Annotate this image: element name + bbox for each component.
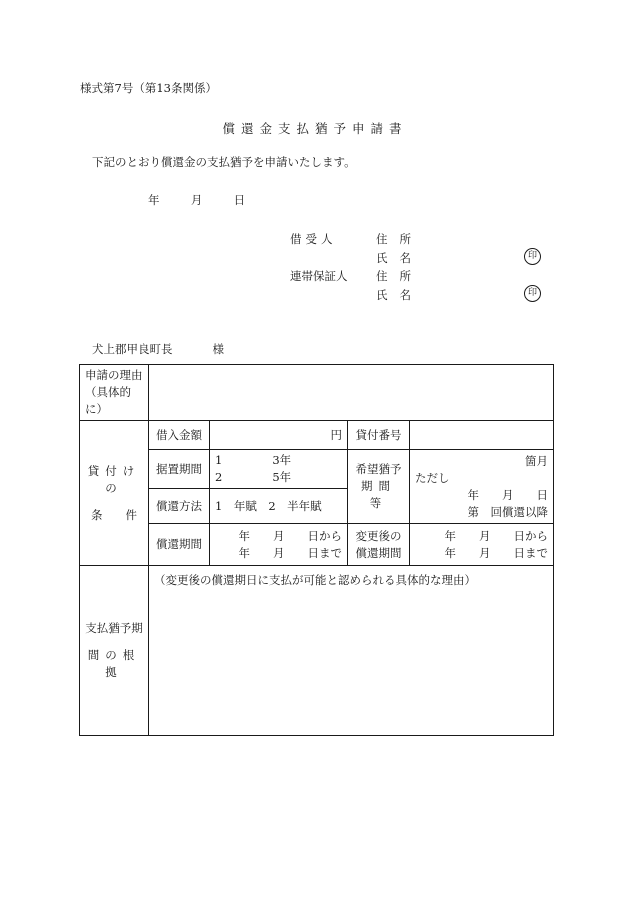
desired-period-label — [348, 450, 410, 524]
borrower-name-label: 氏名 — [376, 251, 423, 265]
guarantor-label: 連帯保証人 — [290, 269, 348, 283]
basis-note: （変更後の償還期日に支払が可能と認められる具体的な理由） — [154, 573, 476, 587]
date-month: 月 — [190, 193, 203, 207]
loan-number-label: 貸付番号 — [348, 421, 410, 450]
loan-amount-row — [80, 421, 554, 450]
document-title: 償還金支払猶予申請書 — [222, 121, 408, 136]
repay-period-field[interactable] — [210, 524, 348, 566]
desired-period-field[interactable] — [410, 450, 554, 524]
reason-label-cell — [80, 365, 149, 421]
date-year: 年 — [148, 193, 160, 207]
loan-amount-label: 借入金額 — [149, 421, 210, 450]
guarantor-seal-mark: 印 — [524, 285, 541, 302]
desired-date: 年 月 日 — [467, 487, 548, 502]
after-change-to: 年 月 日まで — [444, 545, 548, 560]
reason-input-field[interactable] — [149, 365, 554, 421]
borrower-address-label: 住所 — [376, 232, 423, 246]
repay-period-to: 年 月 日まで — [238, 545, 342, 560]
form-number: 様式第7号（第13条関係） — [80, 81, 217, 95]
borrower-label: 借受人 — [290, 232, 337, 246]
basis-row — [80, 566, 554, 736]
guarantor-address-label: 住所 — [376, 269, 423, 283]
date-day: 日 — [233, 193, 246, 207]
repay-method-options[interactable]: 1 年賦 2 半年賦 — [210, 489, 348, 524]
reason-label-1: 申請の理由 — [85, 368, 143, 382]
loan-number-field[interactable] — [410, 421, 554, 450]
deferment-opt2-value: 5年 — [272, 470, 292, 484]
deferment-opt1-value: 3年 — [272, 453, 292, 467]
application-table — [79, 364, 554, 736]
addressee-honorific: 様 — [212, 342, 224, 356]
deferment-opt2-num: 2 — [215, 470, 223, 484]
loan-amount-field[interactable] — [210, 421, 348, 450]
repay-period-row — [80, 524, 554, 566]
after-change-label-2: 償還期間 — [355, 545, 402, 560]
after-change-label — [348, 524, 410, 566]
yen-unit: 円 — [330, 427, 342, 442]
after-change-label-1: 変更後の — [355, 528, 402, 543]
after-change-period-field[interactable] — [410, 524, 554, 566]
reason-label-2: （具体的に） — [85, 385, 131, 416]
conditions-label-cell — [80, 421, 149, 566]
installment-from: 第 回償還以降 — [467, 504, 548, 519]
after-change-from: 年 月 日から — [444, 528, 548, 543]
desired-label-1: 希望猶予 — [355, 462, 402, 476]
addressee — [92, 341, 224, 357]
tadashi-text: ただし — [415, 470, 450, 485]
deferment-label: 据置期間 — [149, 450, 210, 489]
addressee-name: 犬上郡甲良町長 — [92, 342, 173, 356]
desired-label-2: 期間等 — [361, 479, 396, 510]
deferment-options[interactable] — [210, 450, 348, 489]
repay-method-label: 償還方法 — [149, 489, 210, 524]
basis-input-field[interactable] — [149, 566, 554, 736]
deferment-opt1-num: 1 — [215, 453, 223, 467]
deferment-row — [80, 450, 554, 489]
conditions-label-2: 条 件 — [91, 507, 137, 522]
reason-row — [80, 365, 554, 421]
intro-text: 下記のとおり償還金の支払猶予を申請いたします。 — [92, 155, 356, 169]
guarantor-name-label: 氏名 — [376, 288, 423, 302]
conditions-label-1: 貸付けの — [87, 463, 141, 495]
basis-label-1: 支払猶予期 — [85, 621, 143, 635]
date-line — [148, 192, 245, 208]
borrower-seal-mark: 印 — [524, 248, 541, 265]
basis-label-2: 間の根拠 — [87, 648, 141, 679]
repay-period-from: 年 月 日から — [238, 528, 342, 543]
repay-period-label: 償還期間 — [149, 524, 210, 566]
months-unit: 箇月 — [525, 453, 548, 468]
basis-label-cell — [80, 566, 149, 736]
